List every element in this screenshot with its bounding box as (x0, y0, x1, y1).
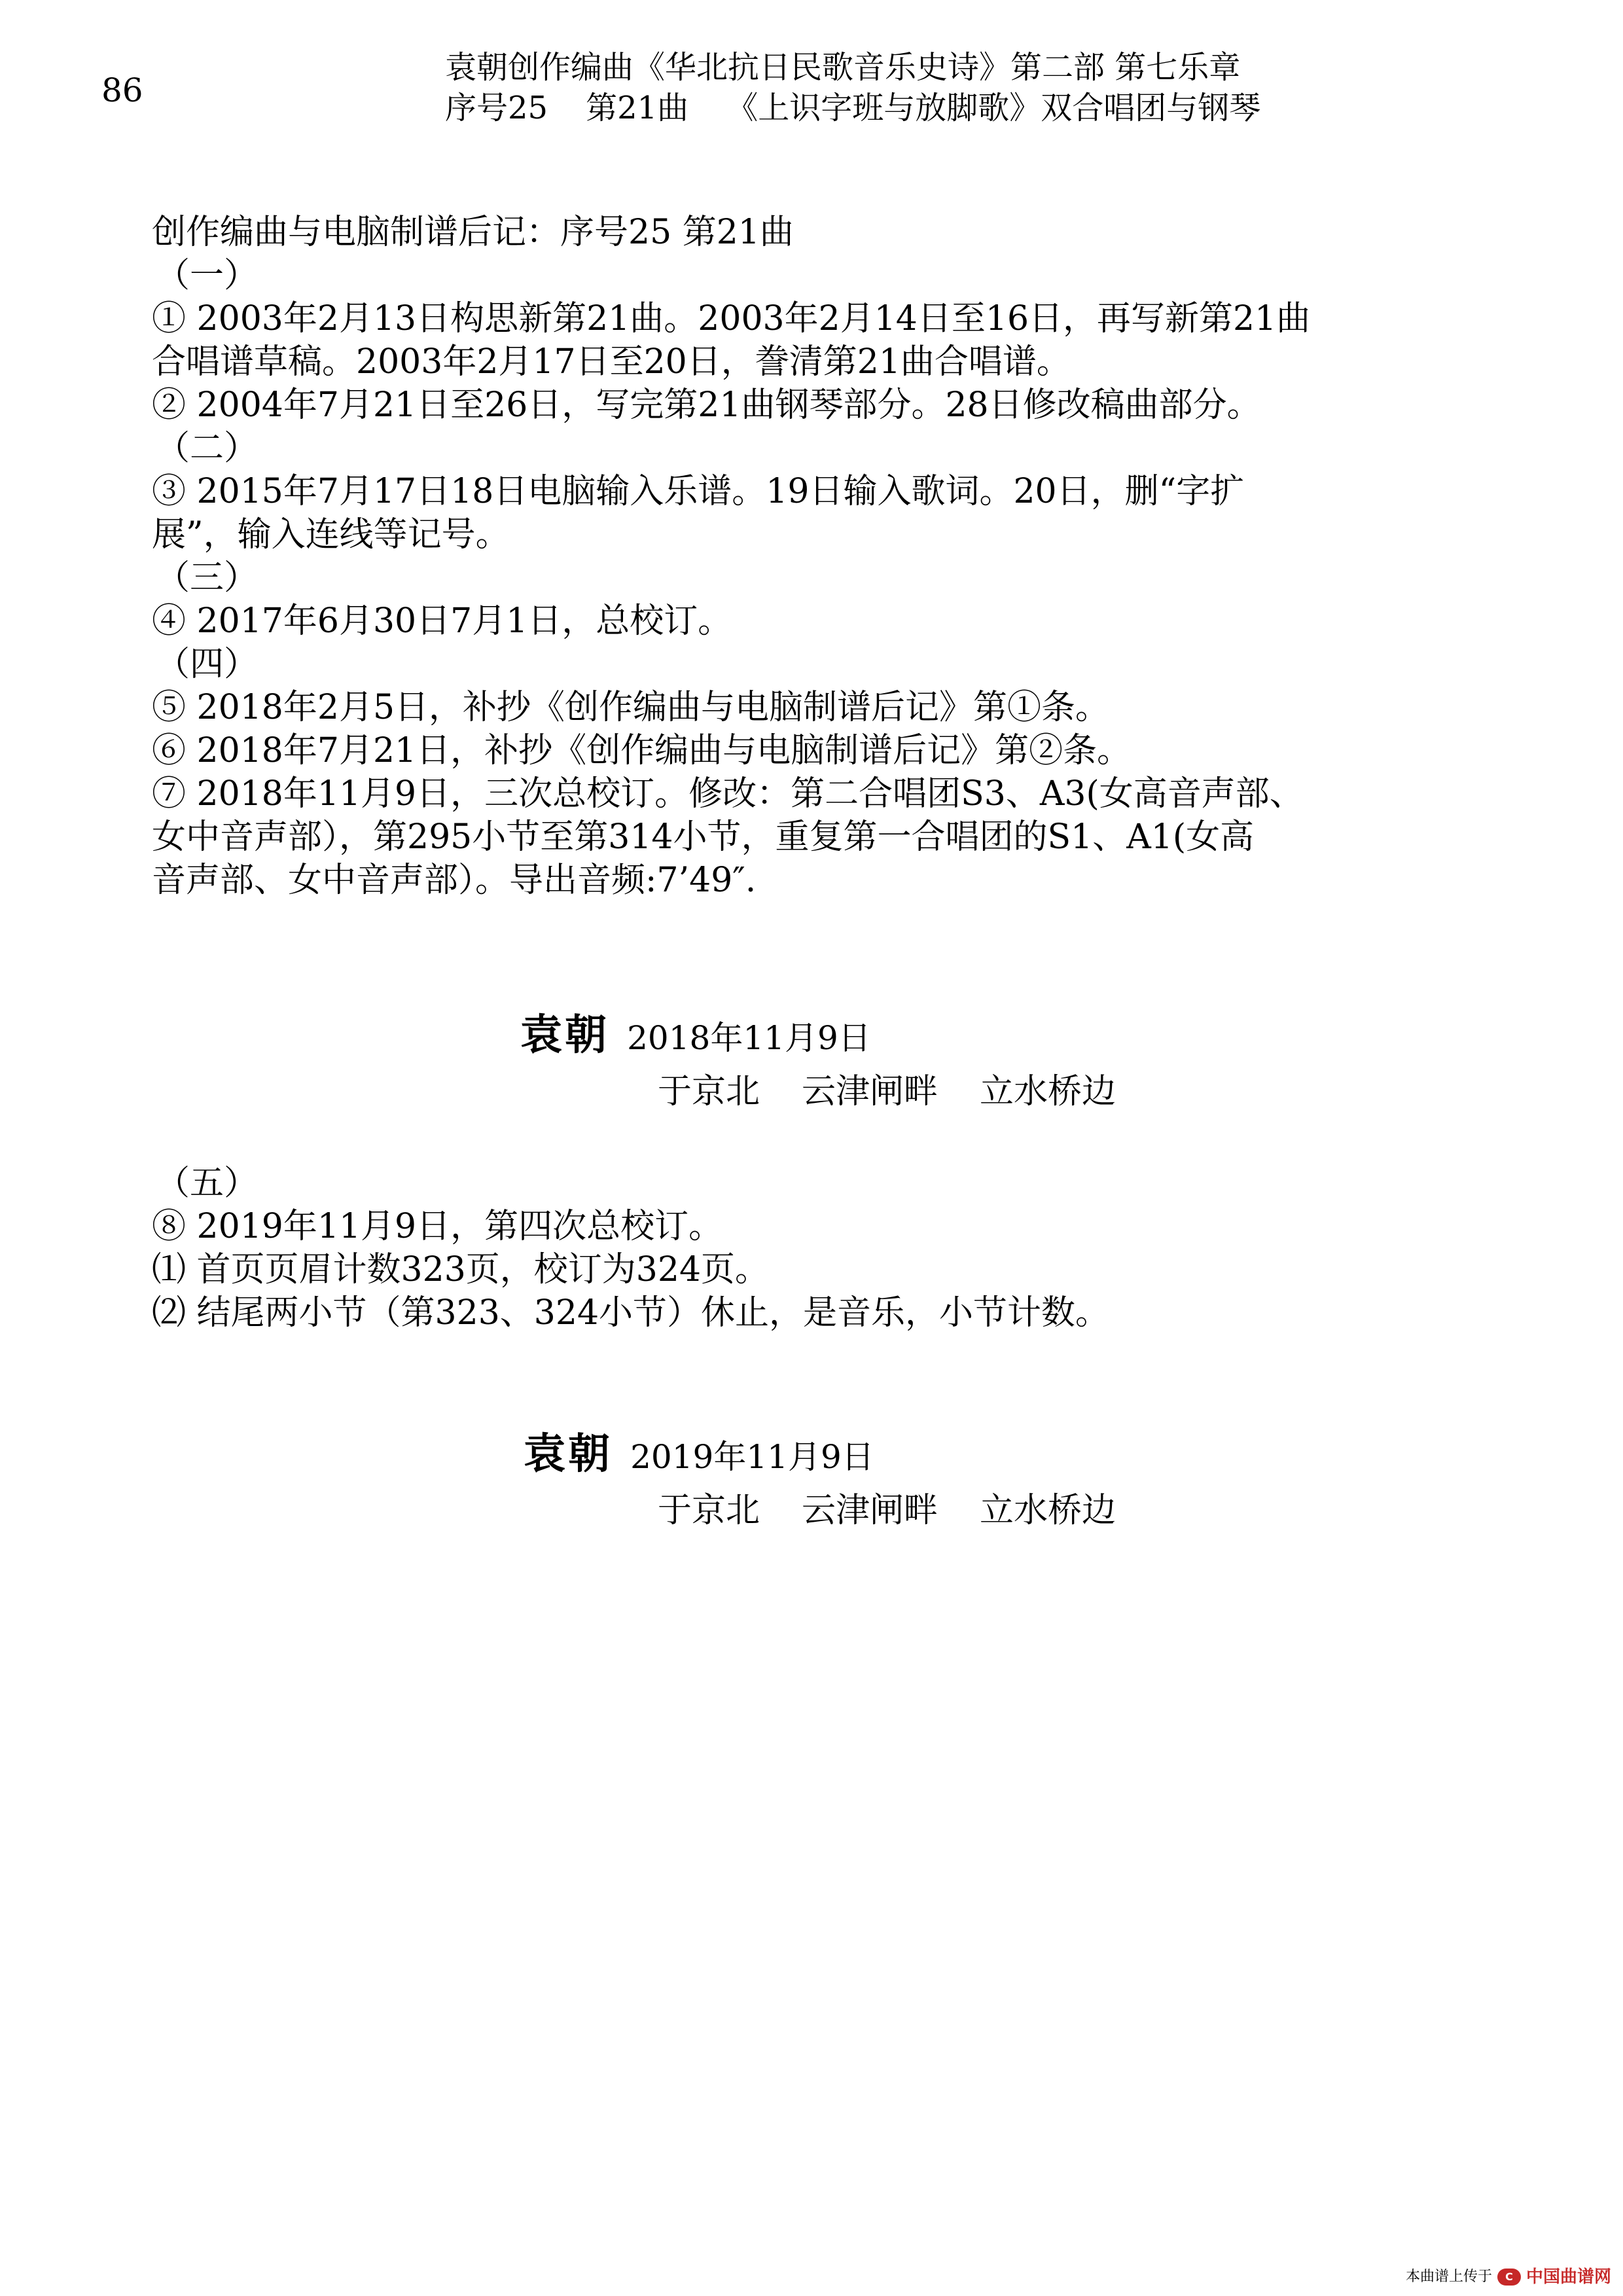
section-marker-3: （三） (156, 558, 259, 598)
signature-block-1 (520, 1012, 871, 1062)
note-line: ⑧ 2019年11月9日，第四次总校订。 (152, 1207, 723, 1246)
note-line: ⑦ 2018年11月9日，三次总校订。修改：第二合唱团S3、A3(女高音声部、 (152, 774, 1304, 814)
signature-place-1 (658, 1068, 1116, 1115)
place-part: 立水桥边 (980, 1491, 1116, 1530)
page-number: 86 (101, 71, 143, 109)
signature-place-2 (658, 1487, 1116, 1534)
upload-note: 本曲谱上传于 (1405, 2269, 1492, 2285)
postscript-body (152, 211, 1310, 902)
signature-block-2 (524, 1431, 874, 1480)
running-header-title: 袁朝创作编曲《华北抗日民歌音乐史诗》第二部 第七乐章 (445, 49, 1241, 86)
note-line: ⑵ 结尾两小节（第323、324小节）休止，是音乐，小节计数。 (152, 1293, 1110, 1333)
place-part: 于京北 (658, 1491, 760, 1530)
signature-name: 袁朝 (520, 1011, 609, 1060)
site-logo-icon: C (1497, 2269, 1521, 2286)
note-line: ⑥ 2018年7月21日，补抄《创作编曲与电脑制谱后记》第②条。 (152, 731, 1132, 770)
note-line: ⑤ 2018年2月5日，补抄《创作编曲与电脑制谱后记》第①条。 (152, 688, 1110, 727)
footer-watermark (1406, 2267, 1611, 2287)
note-line: 合唱谱草稿。2003年2月17日至20日，誊清第21曲合唱谱。 (152, 342, 1071, 382)
note-line: 音声部、女中音声部）。导出音频:7’49″. (152, 861, 757, 900)
place-part: 于京北 (658, 1072, 760, 1111)
note-line: 展”，输入连线等记号。 (152, 515, 510, 554)
postscript-body-2 (152, 1162, 1109, 1335)
section-marker-4: （四） (156, 645, 259, 684)
place-part: 立水桥边 (980, 1072, 1116, 1111)
section-marker-2: （二） (156, 429, 259, 468)
note-line: ⑴ 首页页眉计数323页，校订为324页。 (152, 1250, 770, 1289)
section-marker-5: （五） (156, 1164, 259, 1203)
place-part: 云津闸畔 (802, 1072, 938, 1111)
place-part: 云津闸畔 (802, 1491, 938, 1530)
note-line: ② 2004年7月21日至26日，写完第21曲钢琴部分。28日修改稿曲部分。 (152, 386, 1261, 425)
note-line: ① 2003年2月13日构思新第21曲。2003年2月14日至16日，再写新第21曲 (152, 299, 1311, 338)
site-brand-name[interactable]: 中国曲谱网 (1525, 2267, 1611, 2287)
note-line: ③ 2015年7月17日18日电脑输入乐谱。19日输入歌词。20日，删“字扩 (152, 472, 1245, 511)
header-track: 第21曲 (586, 90, 689, 126)
signature-date: 2018年11月9日 (627, 1019, 871, 1057)
header-piece-title: 《上识字班与放脚歌》双合唱团与钢琴 (726, 90, 1261, 126)
running-header-subtitle (445, 88, 1260, 128)
note-line: ④ 2017年6月30日7月1日，总校订。 (152, 601, 732, 641)
note-line: 女中音声部），第295小节至第314小节，重复第一合唱团的S1、A1(女高 (152, 817, 1255, 857)
signature-name: 袁朝 (524, 1430, 613, 1479)
signature-date: 2019年11月9日 (630, 1438, 874, 1476)
postscript-heading: 创作编曲与电脑制谱后记：序号25 第21曲 (152, 213, 794, 252)
header-seq: 序号25 (445, 90, 548, 126)
section-marker-1: （一） (156, 256, 259, 295)
